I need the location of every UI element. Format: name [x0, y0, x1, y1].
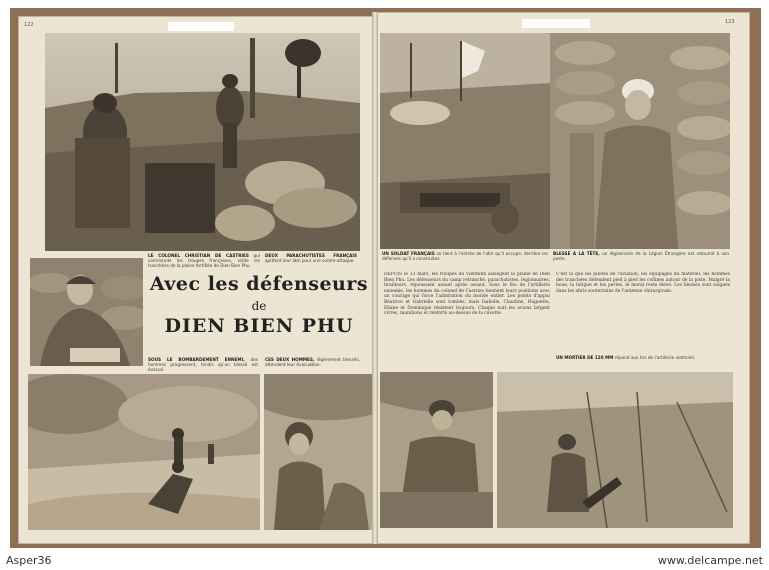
photo-trench-soldiers-image — [45, 33, 360, 251]
caption-paratroopers-text: quittent leur abri pour une contre-attaque. — [265, 258, 355, 263]
photo-helmeted-soldier — [380, 372, 493, 528]
photo-two-men — [264, 374, 375, 530]
title-line-1: Avec les défenseurs — [149, 273, 369, 295]
photo-flag-trench-image — [380, 33, 550, 249]
caption-paratroopers-lead: DEUX PARACHUTISTES FRANÇAIS — [265, 253, 357, 258]
title-line-2: de — [251, 299, 267, 313]
left-page-number: 122 — [24, 22, 34, 28]
caption-mortar-text: répond aux tirs de l'artillerie vietminh. — [614, 355, 696, 360]
right-page-number: 123 — [725, 19, 735, 25]
article-text-column-1: DEPUIS le 13 mars, les troupes du Vietminh assiègent la plaine de Dien Bien Phu. Les défenseurs du camp retranché, parachutistes, légionnaires, tirailleurs, repoussent assaut après assaut. Sous le feu de l'artillerie ennemie, les hommes du colonel de Castries tiennent leurs positions avec un courage qui force l'admiration du monde entier. Les points d'appui Béatrice et Gabrielle sont tombés, mais Isabelle, Claudine, Huguette, Eliane et Dominique résistent toujours. Chaque nuit les avions largent vivres, munitions et renforts au-dessus de la cuvette. — [384, 272, 550, 317]
caption-colonel-lead: LE COLONEL CHRISTIAN DE CASTRIES — [148, 253, 249, 258]
caption-wounded-lead: BLESSÉ A LA TÊTE, — [553, 251, 600, 256]
caption-french-soldier-text: se tient à l'entrée de l'abri qu'il occupe, derrière les défenses qu'il a construites. — [382, 251, 548, 261]
article-title — [148, 265, 370, 360]
caption-bombardment-lead: SOUS LE BOMBARDEMENT ENNEMI, — [148, 357, 245, 362]
photo-bombardment-image — [28, 374, 260, 530]
photo-mortar-crew — [497, 372, 733, 528]
caption-two-men — [265, 357, 360, 367]
photo-flag-trench — [380, 33, 550, 249]
tape-label-right — [522, 19, 590, 28]
caption-mortar — [556, 355, 730, 360]
caption-wounded — [553, 251, 729, 261]
photo-wounded-legionnaire-image — [550, 33, 730, 249]
photo-two-men-image — [264, 374, 375, 530]
photo-bombardment — [28, 374, 260, 530]
caption-two-men-text: légèrement blessés, attendent leur évacuation. — [265, 357, 361, 367]
caption-bombardment — [148, 357, 258, 372]
caption-french-soldier-lead: UN SOLDAT FRANÇAIS — [382, 251, 435, 256]
title-line-3: DIEN BIEN PHU — [164, 315, 354, 337]
tape-label — [168, 22, 234, 31]
caption-paratroopers — [265, 253, 357, 263]
caption-bombardment-text: des hommes progressent, tandis qu'un blessé est évacué. — [148, 357, 258, 372]
photo-colonel-portrait — [30, 258, 143, 366]
photo-helmeted-soldier-image — [380, 372, 493, 528]
photo-colonel-portrait-image — [30, 258, 143, 366]
photo-wounded-legionnaire — [550, 33, 730, 249]
caption-french-soldier — [382, 251, 548, 261]
caption-colonel-text: qui commande les troupes françaises, visite les tranchées de la plaine fortifiée de Dien Bien Phu. — [148, 253, 260, 268]
caption-wounded-text: un légionnaire de la Légion Étrangère est retourné à son poste. — [553, 251, 729, 261]
caption-mortar-lead: UN MORTIER DE 120 MM — [556, 355, 614, 360]
watermark-seller: Asper36 — [6, 554, 52, 567]
caption-two-men-lead: CES DEUX HOMMES, — [265, 357, 315, 362]
photo-trench-soldiers — [45, 33, 360, 251]
watermark-site: www.delcampe.net — [657, 554, 763, 567]
article-text-column-2: C'est là que les pilotes de l'aviation, les équipages du matériel, les hommes des tranchées défendent pied à pied les collines autour de la piste. Malgré la boue, la fatigue et les pertes, le moral reste élevé. Les blessés sont soignés dans les abris souterrains de l'antenne chirurgicale. — [556, 272, 730, 294]
photo-mortar-crew-image — [497, 372, 733, 528]
